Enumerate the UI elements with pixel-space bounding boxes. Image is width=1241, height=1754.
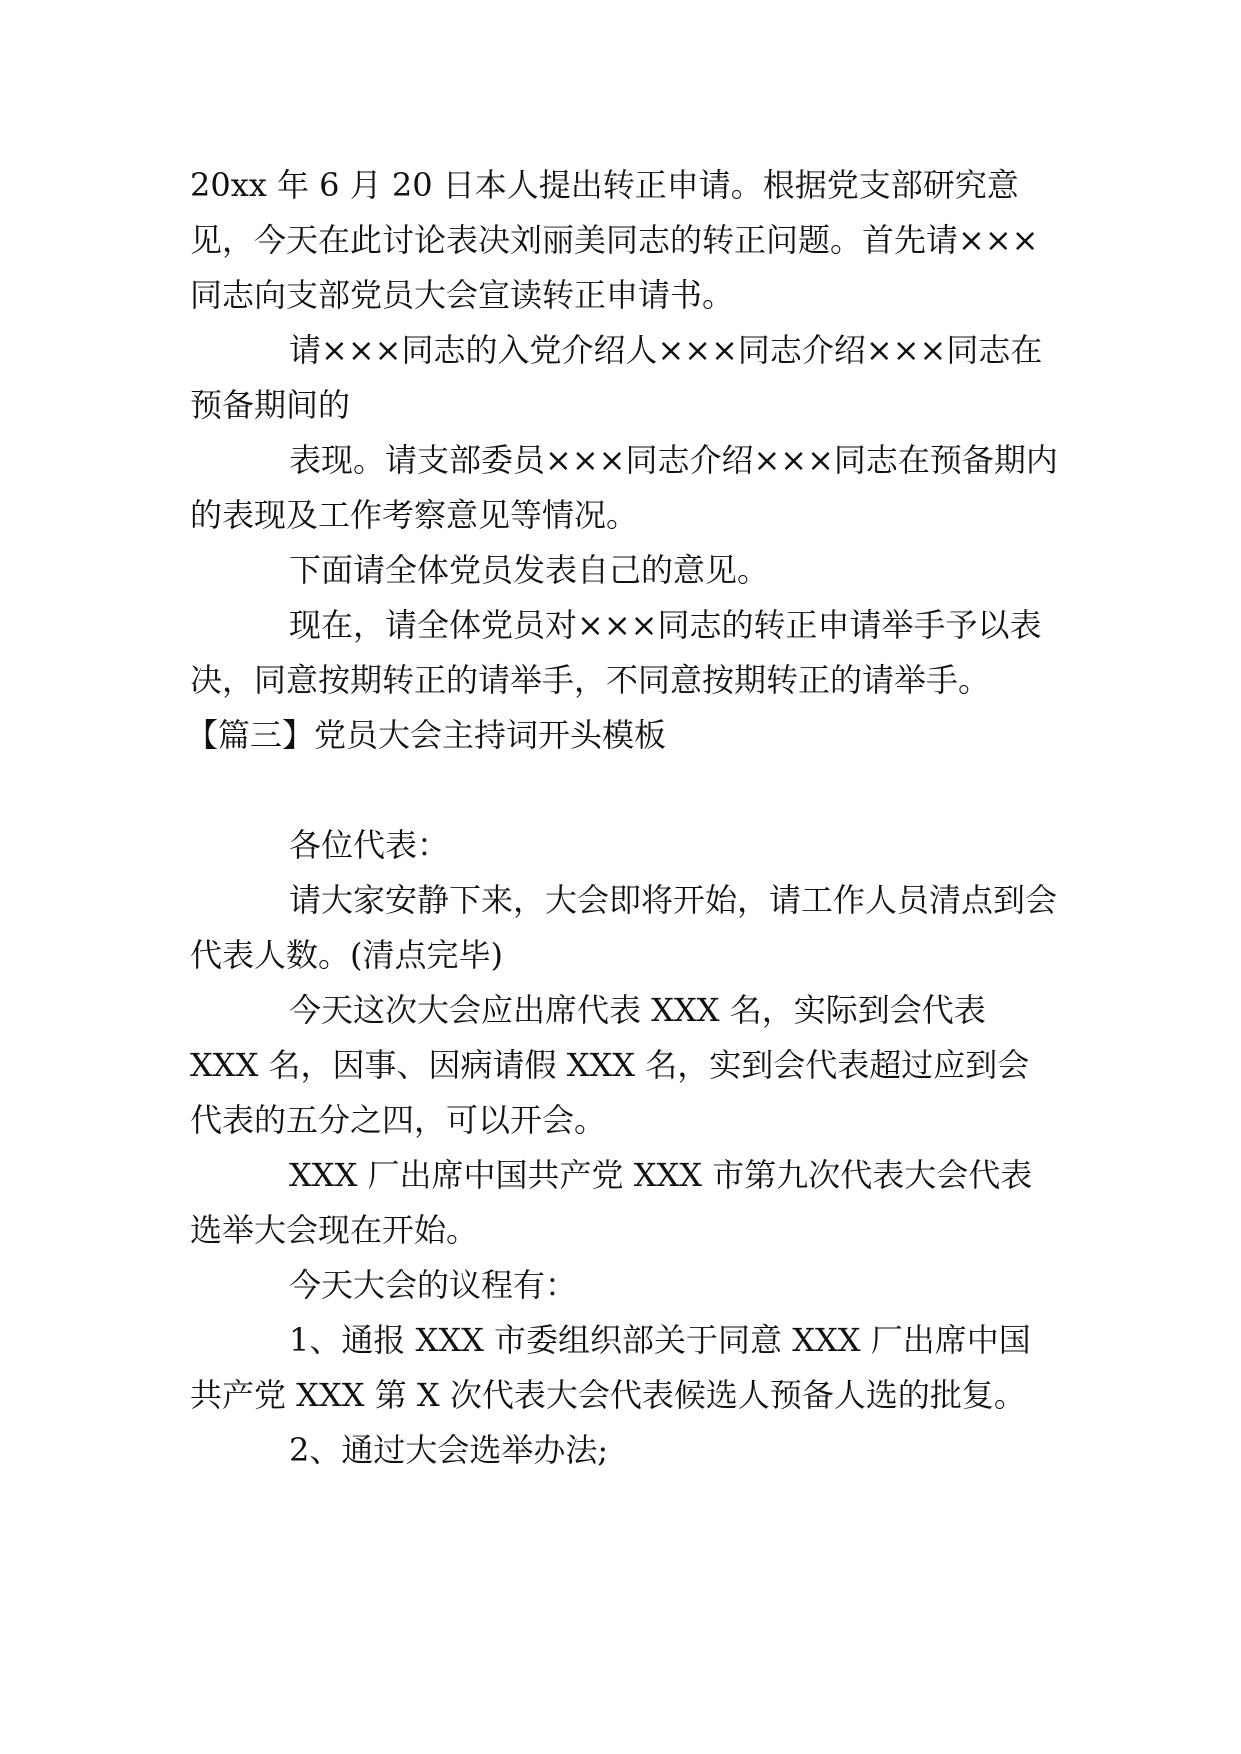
paragraph-salutation: 各位代表： bbox=[289, 826, 450, 864]
document-body bbox=[186, 158, 1060, 1478]
paragraph-introducer-report: 请×××同志的入党介绍人×××同志介绍×××同志在预备期间的 bbox=[190, 331, 1043, 424]
paragraph-transfer-intro: 20xx 年 6 月 20 日本人提出转正申请。根据党支部研究意见，今天在此讨论表决刘丽美同志的转正问题。首先请×××同志向支部党员大会宣读转正申请书。 bbox=[190, 166, 1039, 314]
paragraph-committee-report: 表现。请支部委员×××同志介绍×××同志在预备期内的表现及工作考察意见等情况。 bbox=[190, 441, 1058, 534]
paragraph-agenda-intro: 今天大会的议程有： bbox=[289, 1266, 578, 1304]
section-heading: 【篇三】党员大会主持词开头模板 bbox=[186, 716, 667, 754]
blank-line bbox=[190, 763, 1060, 818]
paragraph-agenda-item-1: 1、通报 XXX 市委组织部关于同意 XXX 厂出席中国共产党 XXX 第 X 次代表大会代表候选人预备人选的批复。 bbox=[190, 1321, 1031, 1414]
paragraph-attendance: 今天这次大会应出席代表 XXX 名，实际到会代表 XXX 名，因事、因病请假 XXX 名，实到会代表超过应到会代表的五分之四，可以开会。 bbox=[190, 991, 1030, 1139]
paragraph-vote: 现在，请全体党员对×××同志的转正申请举手予以表决，同意按期转正的请举手，不同意按期转正的请举手。 bbox=[190, 606, 1042, 699]
paragraph-agenda-item-2: 2、通过大会选举办法; bbox=[289, 1431, 609, 1469]
paragraph-member-opinions: 下面请全体党员发表自己的意见。 bbox=[289, 551, 770, 589]
paragraph-headcount: 请大家安静下来，大会即将开始，请工作人员清点到会代表人数。(清点完毕) bbox=[190, 881, 1058, 974]
paragraph-opening: XXX 厂出席中国共产党 XXX 市第九次代表大会代表选举大会现在开始。 bbox=[190, 1156, 1033, 1249]
